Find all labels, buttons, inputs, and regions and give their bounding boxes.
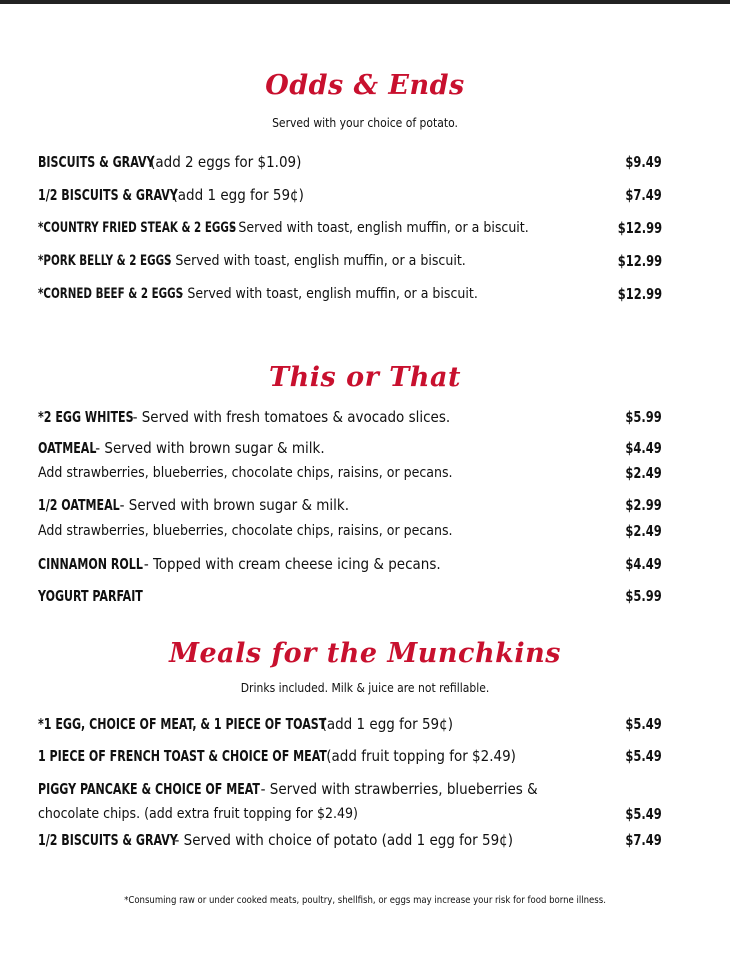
item-price: $9.49 [625,153,662,171]
item-name: YOGURT PARFAIT [38,587,143,605]
item-price: $5.49 [625,805,662,823]
item-name: *1 EGG, CHOICE OF MEAT, & 1 PIECE OF TOAST [38,715,327,733]
item-price: $2.49 [625,522,662,540]
item-desc: (add 1 egg for 59¢) [172,186,304,204]
item-desc: (add 2 eggs for $1.09) [150,153,302,171]
menu-addon [38,802,662,826]
item-desc: - Served with toast, english muffin, or a biscuit. [229,220,529,236]
item-price: $5.99 [625,587,662,605]
item-name: OATMEAL [38,439,97,457]
item-desc: (add 1 egg for 59¢) [321,715,453,733]
section-subtitle-odds-ends: Served with your choice of potato. [272,116,458,130]
menu-item [38,249,662,273]
menu-addon [38,519,662,543]
menu-item [38,584,662,608]
menu-item [38,150,662,174]
menu-item [38,493,662,517]
menu-item [38,282,662,306]
section-subtitle-munchkins: Drinks included. Milk & juice are not refillable. [240,681,490,695]
food-safety-disclaimer: *Consuming raw or under cooked meats, poultry, shellfish, or eggs may increase your risk for food borne illness. [124,895,606,906]
item-price: $4.49 [625,439,662,457]
section-title-odds-ends: Odds & Ends [265,70,465,101]
menu-item [38,405,662,429]
addon-text: Add strawberries, blueberries, chocolate chips, raisins, or pecans. [38,465,453,481]
item-desc: - Served with choice of potato (add 1 egg for 59¢) [174,831,514,849]
item-desc: - Served with toast, english muffin, or a biscuit. [178,286,478,302]
menu-item [38,712,662,736]
section-title-this-or-that: This or That [269,362,461,393]
item-price: $2.49 [625,464,662,482]
item-price: $5.49 [625,747,662,765]
menu-item [38,183,662,207]
item-name: 1/2 BISCUITS & GRAVY [38,186,178,204]
item-desc: - Served with brown sugar & milk. [119,496,350,514]
item-price: $7.49 [625,186,662,204]
item-desc: - Topped with cream cheese icing & pecans. [143,555,441,573]
menu-item [38,436,662,460]
item-name: CINNAMON ROLL [38,555,143,573]
menu-item [38,777,662,801]
item-price: $7.49 [625,831,662,849]
top-border [0,0,730,4]
item-name: 1/2 BISCUITS & GRAVY [38,831,178,849]
item-desc: - Served with brown sugar & milk. [95,439,325,457]
section-title-munchkins: Meals for the Munchkins [169,638,561,669]
item-name: *CORNED BEEF & 2 EGGS [38,286,184,302]
menu-item [38,552,662,576]
item-desc: - Served with strawberries, blueberries & [260,780,538,798]
item-name: 1 PIECE OF FRENCH TOAST & CHOICE OF MEAT [38,747,327,765]
item-price: $12.99 [617,285,662,303]
item-price: $12.99 [617,252,662,270]
item-desc: - Served with toast, english muffin, or a biscuit. [166,253,466,269]
item-name: *2 EGG WHITES [38,408,134,426]
menu-item [38,216,662,240]
item-price: $5.99 [625,408,662,426]
item-name: BISCUITS & GRAVY [38,153,155,171]
menu-item [38,828,662,852]
item-name: PIGGY PANCAKE & CHOICE OF MEAT [38,780,260,798]
menu-item [38,744,662,768]
addon-text: chocolate chips. (add extra fruit topping for $2.49) [38,806,358,822]
item-desc: - Served with fresh tomatoes & avocado slices. [132,408,451,426]
item-price: $5.49 [625,715,662,733]
item-price: $2.99 [625,496,662,514]
menu-addon [38,461,662,485]
item-name: *PORK BELLY & 2 EGGS [38,253,172,269]
item-desc: (add fruit topping for $2.49) [326,747,516,765]
item-name: *COUNTRY FRIED STEAK & 2 EGGS [38,220,237,236]
addon-text: Add strawberries, blueberries, chocolate chips, raisins, or pecans. [38,523,453,539]
item-price: $12.99 [617,219,662,237]
item-price: $4.49 [625,555,662,573]
item-name: 1/2 OATMEAL [38,496,120,514]
